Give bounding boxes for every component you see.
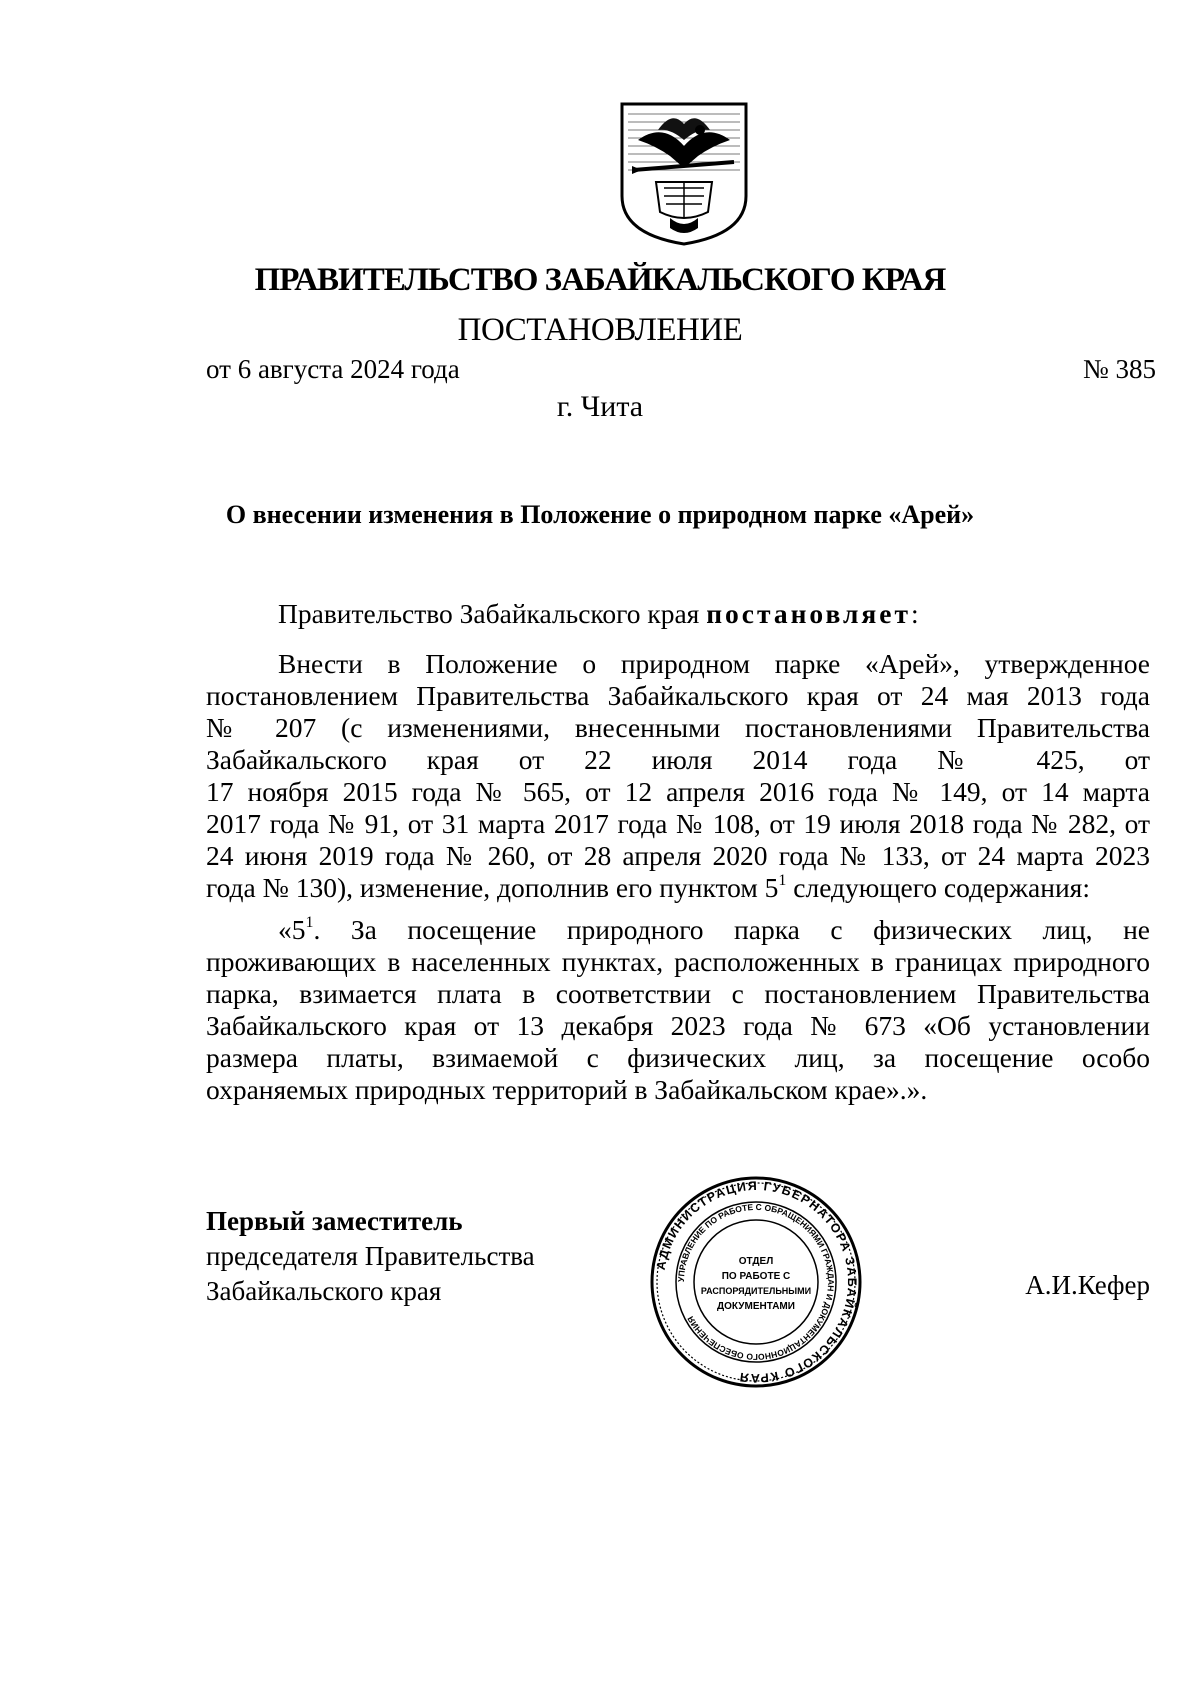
position-line: Забайкальского края xyxy=(206,1276,442,1306)
quote-number xyxy=(278,914,314,946)
quote-line: Забайкальского края от 13 декабря 2023 года № 673 «Об установлении xyxy=(206,1010,1150,1041)
quote-line-last: охраняемых природных территорий в Забайкальском крае».». xyxy=(206,1074,928,1105)
superscript: 1 xyxy=(778,871,787,889)
quote-line: размера платы, взимаемой с физических лиц, за посещение особо xyxy=(206,1042,1150,1073)
organization-name: ПРАВИТЕЛЬСТВО ЗАБАЙКАЛЬСКОГО КРАЯ xyxy=(254,262,946,298)
position-line: председателя Правительства xyxy=(206,1241,535,1271)
stamp-ring-text: УПРАВЛЕНИЕ ПО РАБОТЕ С ОБРАЩЕНИЯМИ ГРАЖДАН И ДОКУМЕНТАЦИОННОГО ОБЕСПЕЧЕНИЯ xyxy=(675,1201,837,1363)
preamble-suffix: : xyxy=(911,598,919,629)
official-stamp xyxy=(648,1174,864,1390)
quote-first-line xyxy=(278,914,1150,946)
quote-line: проживающих в населенных пунктах, расположенных в границах природного xyxy=(206,946,1150,977)
body-line: 17 ноября 2015 года № 565, от 12 апреля 2016 года № 149, от 14 марта xyxy=(206,776,1150,807)
preamble-verb: постановляет xyxy=(706,598,912,629)
position-line: Первый заместитель xyxy=(206,1206,463,1236)
body-line-last xyxy=(206,872,1150,904)
stamp-center-line: ДОКУМЕНТАМИ xyxy=(717,1301,795,1312)
body-line: 2017 года № 91, от 31 марта 2017 года № 108, от 19 июля 2018 года № 282, от xyxy=(206,808,1150,839)
signatory-name: А.И.Кефер xyxy=(1025,1270,1150,1300)
body-line: постановлением Правительства Забайкальского края от 24 мая 2013 года xyxy=(206,680,1150,711)
superscript: 1 xyxy=(305,913,314,931)
body-line: № 207 (с изменениями, внесенными постановлениями Правительства xyxy=(206,712,1150,743)
document-number: № 385 xyxy=(1082,354,1156,384)
stamp-center-line: ПО РАБОТЕ С xyxy=(721,1271,791,1282)
quote-text: . За посещение природного парка с физических лиц, не xyxy=(313,914,1150,945)
document-city: г. Чита xyxy=(556,390,644,423)
quote-open: «5 xyxy=(278,914,306,945)
document-title: О внесении изменения в Положение о природном парке «Арей» xyxy=(225,500,975,529)
body-line-text: года № 130), изменение, дополнив его пунктом 5 xyxy=(206,872,779,903)
document-date: от 6 августа 2024 года xyxy=(206,354,460,384)
quote-line: парка, взимается плата в соответствии с постановлением Правительства xyxy=(206,978,1150,1009)
stamp-outer-text: АДМИНИСТРАЦИЯ ГУБЕРНАТОРА ЗАБАЙКАЛЬСКОГО КРАЯ xyxy=(653,1178,860,1386)
coat-of-arms-emblem xyxy=(618,100,750,246)
preamble xyxy=(278,598,1150,630)
signatory-position xyxy=(206,1204,535,1309)
svg-text:УПРАВЛЕНИЕ ПО РАБОТЕ С ОБРАЩЕН xyxy=(676,1202,836,1362)
body-line: 24 июня 2019 года № 260, от 28 апреля 2020 года № 133, от 24 марта 2023 xyxy=(206,840,1150,871)
body-line: Забайкальского края от 22 июля 2014 года № 425, от xyxy=(206,744,1150,775)
stamp-center-line: РАСПОРЯДИТЕЛЬНЫМИ xyxy=(700,1286,812,1296)
document-type: ПОСТАНОВЛЕНИЕ xyxy=(457,312,743,348)
body-line: Внести в Положение о природном парке «Арей», утвержденное xyxy=(278,648,1150,679)
stamp-center-line: ОТДЕЛ xyxy=(738,1256,774,1267)
preamble-prefix: Правительство Забайкальского края xyxy=(278,598,707,629)
body-line-text: следующего содержания: xyxy=(786,872,1090,903)
